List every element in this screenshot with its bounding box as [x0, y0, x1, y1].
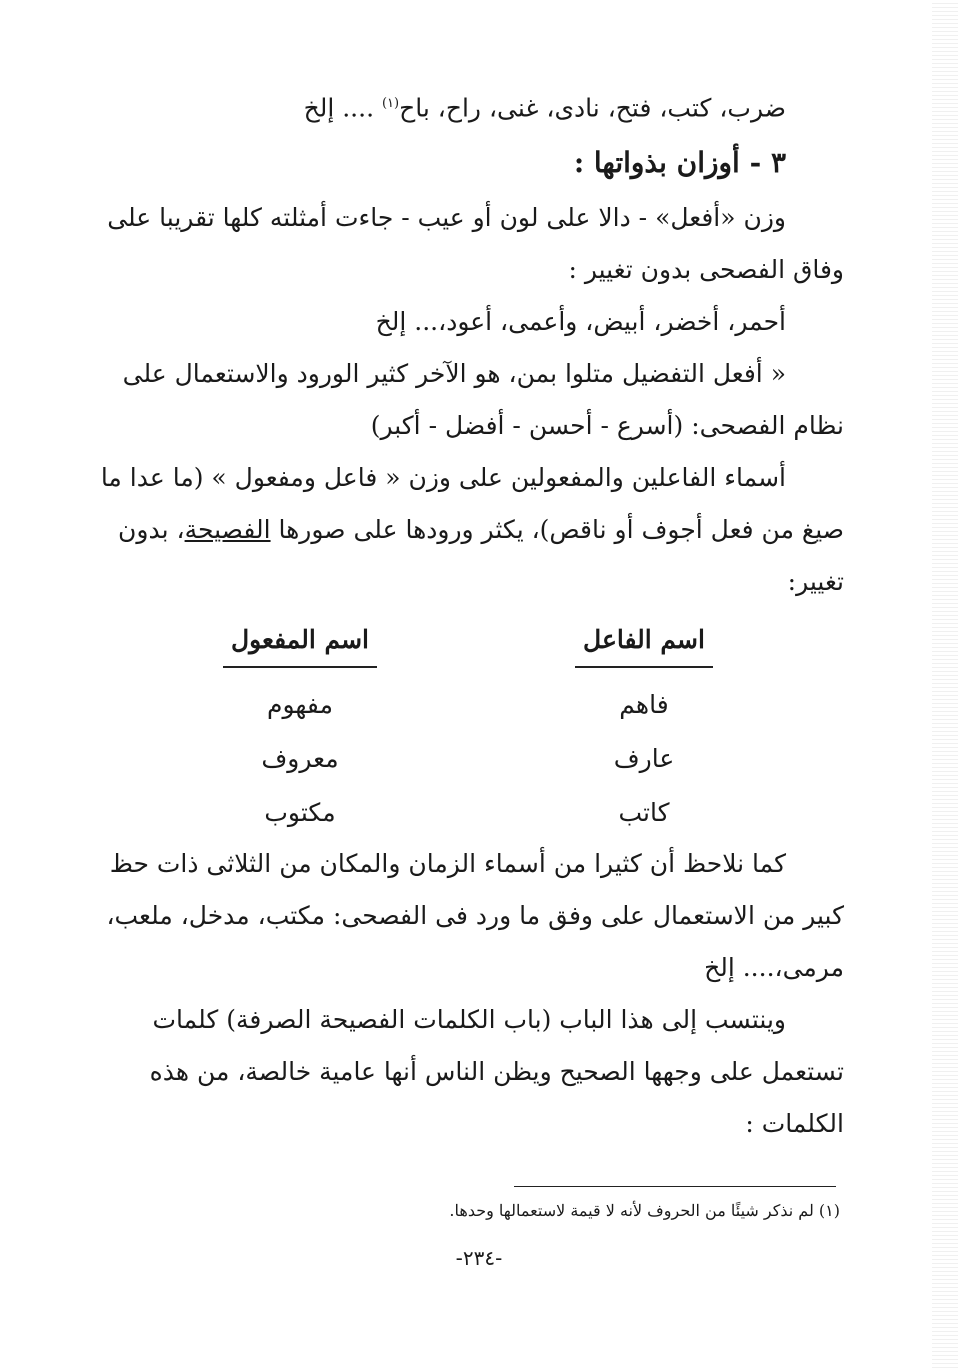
participles-table — [112, 620, 844, 828]
footnote: (١) لم نذكر شيئًا من الحروف لأنه لا قيمة لاستعمالها وحدها. — [449, 1201, 840, 1220]
page-number: -٢٣٤- — [455, 1246, 503, 1270]
column-active-participle — [554, 620, 734, 840]
verbs-text: ضرب، كتب، فتح، نادى، غنى، راح، باح — [399, 93, 786, 123]
paragraph-text: صيغ من فعل أجوف أو ناقص)، يكثر ورودها على صورها — [270, 515, 844, 545]
paragraph-time-place — [106, 838, 844, 994]
table-cell: مفهوم — [267, 690, 333, 720]
column-header: اسم المفعول — [223, 620, 377, 668]
paragraph-line: وزن «أفعل» - دالا على لون أو عيب - جاءت أمثلته كلها تقريبا على — [107, 203, 786, 233]
paragraph-line: تغيير: — [787, 567, 844, 597]
verbs-ending: .... إلخ — [303, 93, 382, 123]
paragraph-line: كبير من الاستعمال على وفق ما ورد فى الفصحى: مكتب، مدخل، ملعب، — [106, 901, 844, 931]
column-header: اسم الفاعل — [575, 620, 713, 668]
paragraph-participles — [100, 452, 844, 608]
column-passive-participle — [210, 620, 390, 840]
paragraph-line: نظام الفصحى: (أسرع - أحسن - أفضل - أكبر) — [370, 411, 844, 441]
page-body — [100, 78, 844, 1150]
paragraph-line: تستعمل على وجهها الصحيح ويظن الناس أنها عامية خالصة، من هذه — [149, 1057, 844, 1087]
paragraph-line: كما نلاحظ أن كثيرا من أسماء الزمان والمكان من الثلاثى ذات حظ — [109, 849, 786, 879]
paragraph-text: ، بدون — [118, 515, 185, 545]
paragraph-pure-words — [112, 994, 844, 1150]
paragraph-line: مرمى،.... إلخ — [704, 953, 844, 983]
paragraph-afal-color — [107, 192, 844, 296]
section-heading: ٣ - أوزان بذواتها : — [573, 146, 786, 180]
paragraph-line: وينتسب إلى هذا الباب (باب الكلمات الفصيحة الصرفة) كلمات — [152, 1005, 786, 1035]
paragraph-line: « أفعل التفضيل متلوا بمن، هو الآخر كثير الورود والاستعمال على — [122, 359, 786, 389]
paragraph-line: وفاق الفصحى بدون تغيير : — [568, 255, 844, 285]
paragraph-afal-tafdil — [112, 348, 844, 452]
footnote-divider — [514, 1186, 836, 1187]
paragraph-line — [112, 504, 844, 556]
table-cell: عارف — [613, 744, 675, 774]
paragraph-line: الكلمات : — [745, 1109, 844, 1139]
underlined-word: الفصيحة — [184, 515, 271, 545]
scan-edge-noise — [932, 0, 958, 1369]
verbs-line — [112, 78, 844, 134]
table-cell: مكتوب — [264, 798, 336, 828]
footnote-marker: (١) — [381, 96, 400, 111]
table-cell: كاتب — [618, 798, 670, 828]
table-cell: فاهم — [619, 690, 669, 720]
examples-colors: أحمر، أخضر، أبيض، وأعمى، أعود،... إلخ — [375, 307, 786, 337]
table-cell: معروف — [261, 744, 339, 774]
paragraph-line: أسماء الفاعلين والمفعولين على وزن « فاعل ومفعول » (ما عدا ما — [100, 463, 786, 493]
